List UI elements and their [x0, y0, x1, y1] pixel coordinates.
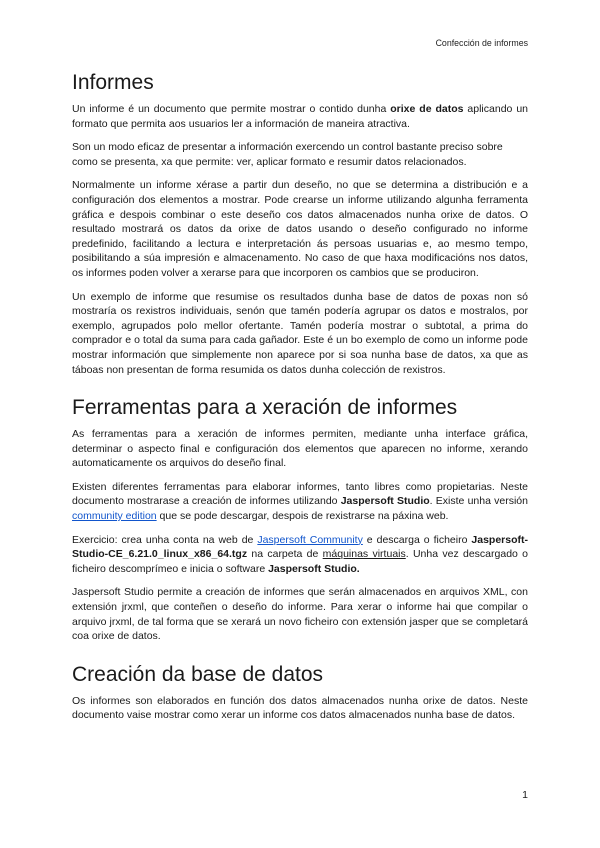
paragraph-informe-definition: Un informe é un documento que permite mostrar o contido dunha orixe de datos aplicando un formato que permita aos usuarios ler a información de maneira atractiva. — [72, 103, 528, 130]
paragraph-jrxml: Jaspersoft Studio permite a creación de informes que serán almacenados en arquivos XML, con extensión jrxml, que conteñen o deseño do informe. Para xerar o informe hai que compilar o arquivo jrxml, de tal forma que se xerará un novo ficheiro con extensión jasper que se completará coa orixe de datos. — [72, 586, 528, 643]
section-title-ferramentas: Ferramentas para a xeración de informes — [72, 396, 458, 420]
paragraph-informe-design: Normalmente un informe xérase a partir dun deseño, no que se determina a distribución e a configuración dos elementos a mostrar. Pode crearse un informe utilizando algunha ferramenta gráfica e despois combinar o este deseño cos datos almacenados nunha orixe de datos. O resultado mostrará os datos da orixe de datos usando o deseño configurado no informe predefinido, facilitando a lectura e interpretación ás persoas usuarias e, ao mesmo tempo, posibilitando a súa impresión e almacenamento. No caso de que haxa modificacións nos datos, os informes poden volver a xerarse para que incorporen os cambios que se produciron. — [72, 179, 528, 279]
folder-maquinas-virtuais: máquinas virtuais — [322, 548, 406, 561]
section-title-creacion: Creación da base de datos — [72, 662, 324, 686]
bold-software-name: Jaspersoft Studio. — [268, 562, 360, 575]
paragraph-ferramentas-intro: As ferramentas para a xeración de informes permiten, mediante unha interface gráfica, determinar o aspecto final e configuración dos elementos que aparecen no informe, xerando automaticamente os arquivos do deseño final. — [72, 428, 528, 470]
paragraph-exercicio: Exercicio: crea unha conta na web de Jaspersoft Community e descarga o ficheiro Jaspersoft-Studio-CE_6.21.0_linux_x86_64.tgz na carpeta de máquinas virtuais. Unha vez descargado o ficheiro descomprímeo e inicia o software Jaspersoft Studio. — [72, 533, 529, 575]
jaspersoft-community-link[interactable]: Jaspersoft Community — [257, 533, 363, 546]
paragraph-informe-example: Un exemplo de informe que resumise os resultados dunha base de datos de poxas non só mostraría os rexistros individuais, senón que tamén podería agrupar os datos e mostralos, por exemplo, agrupados polo mellor ofertante. Tamén podería mostrar o subtotal, a prima do comprador e o total da suma para cada gañador. Este é un bo exemplo de como un informe pode mostrar información que simplemente non aparece por si soa nunha base de datos, xa que as táboas non presentan de forma resumida os datos dunha colección de rexistros. — [72, 290, 528, 376]
bold-orixe-de-datos: orixe de datos — [390, 103, 464, 115]
document-body — [72, 70, 528, 732]
download-filename: Jaspersoft-Studio-CE_6.21.0_linux_x86_64.tgz — [72, 533, 528, 561]
bold-jaspersoft-studio: Jaspersoft Studio — [340, 495, 430, 508]
running-header: Confección de informes — [435, 38, 528, 48]
paragraph-ferramentas-jaspersoft: Existen diferentes ferramentas para elaborar informes, tanto libres como propietarias. Neste documento mostrarase a creación de informes utilizando Jaspersoft Studio. Existe unha versión community edition que se pode descargar, despois de rexistrarse na páxina web. — [72, 480, 528, 523]
paragraph-creacion-intro: Os informes son elaborados en función dos datos almacenados nunha orixe de datos. Neste documento vaise mostrar como xerar un informe cos datos almacenados nunha base de datos. — [72, 694, 528, 722]
page-number: 1 — [522, 789, 528, 801]
paragraph-informe-efficacy: Son un modo eficaz de presentar a información exercendo un control bastante preciso sobre como se presenta, xa que permite: ver, aplicar formato e resumir datos relacionados. — [72, 141, 503, 168]
section-title-informes: Informes — [72, 71, 154, 94]
community-edition-link[interactable]: community edition — [72, 510, 157, 523]
